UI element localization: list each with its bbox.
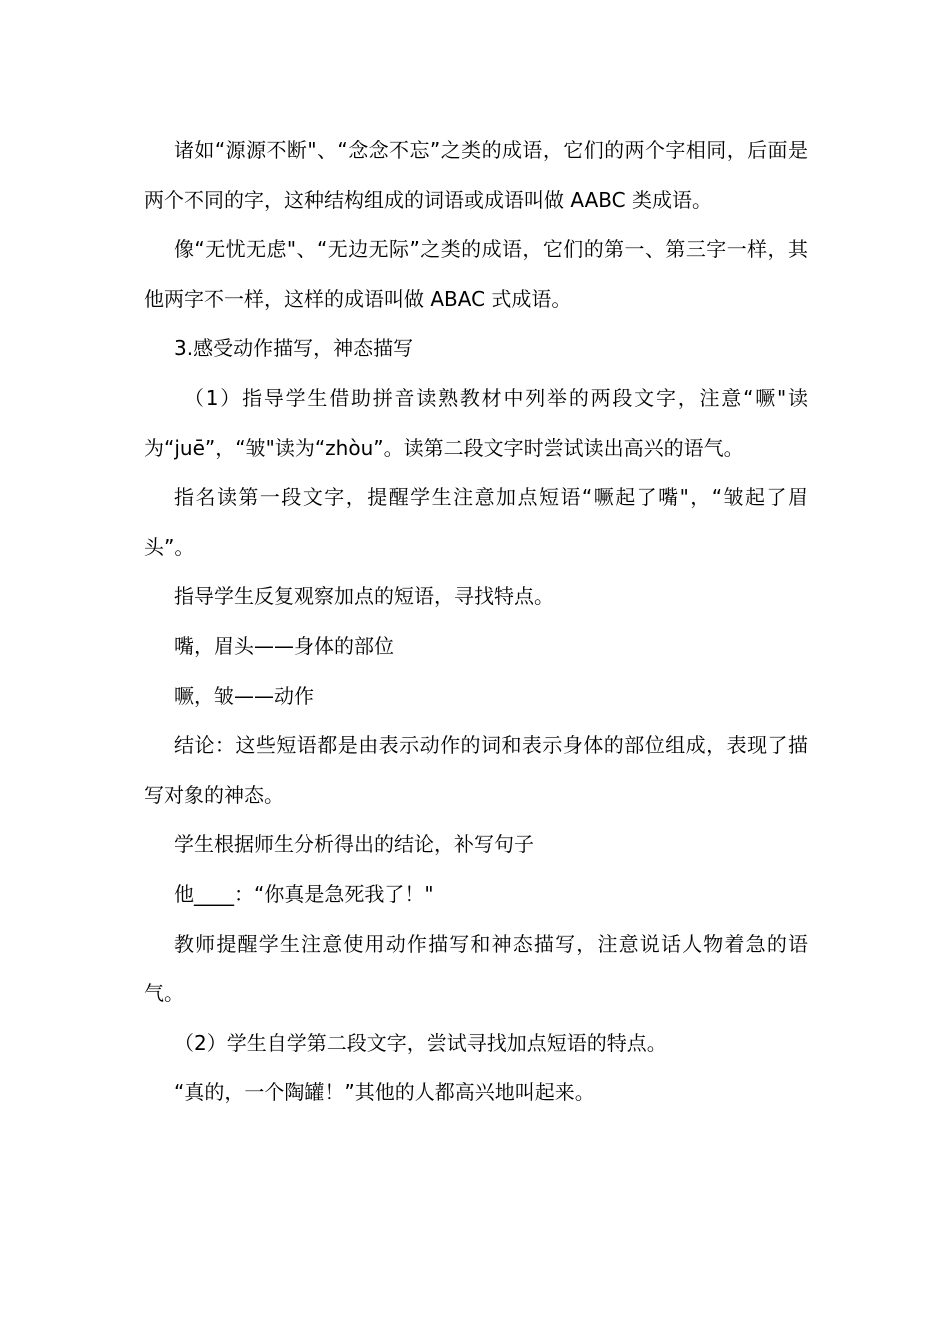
document-body (144, 126, 808, 1118)
paragraph-body-parts: 嘴，眉头——身体的部位 (174, 633, 394, 658)
paragraph-fill-sentence: 他____：“你真是急死我了！" (174, 881, 434, 906)
paragraph-fill-sentence-intro: 学生根据师生分析得出的结论，补写句子 (174, 832, 534, 857)
paragraph-step-1: （1）指导学生借助拼音读熟教材中列举的两段文字，注意“噘"读为“juē”，“皱"读为“zhòu”。读第二段文字时尝试读出高兴的语气。 (144, 385, 808, 460)
section-heading-3: 3.感受动作描写，神态描写 (174, 336, 414, 361)
paragraph-actions: 噘，皱——动作 (174, 683, 314, 708)
paragraph-abac-idioms: 像“无忧无虑"、“无边无际”之类的成语，它们的第一、第三字一样，其他两字不一样，这样的成语叫做 ABAC 式成语。 (144, 237, 808, 311)
paragraph-step-2: （2）学生自学第二段文字，尝试寻找加点短语的特点。 (174, 1030, 667, 1055)
paragraph-quote-jar: “真的，一个陶罐！”其他的人都高兴地叫起来。 (174, 1080, 595, 1105)
paragraph-observe-phrases: 指导学生反复观察加点的短语，寻找特点。 (174, 584, 554, 609)
paragraph-teacher-reminder: 教师提醒学生注意使用动作描写和神态描写，注意说话人物着急的语气。 (144, 931, 808, 1006)
paragraph-aabc-idioms: 诸如“源源不断"、“念念不忘”之类的成语，它们的两个字相同，后面是两个不同的字，这种结构组成的词语或成语叫做 AABC 类成语。 (144, 138, 808, 212)
paragraph-conclusion: 结论：这些短语都是由表示动作的词和表示身体的部位组成，表现了描写对象的神态。 (144, 733, 808, 807)
paragraph-read-first-passage: 指名读第一段文字，提醒学生注意加点短语“噘起了嘴"，“皱起了眉头”。 (144, 485, 808, 559)
